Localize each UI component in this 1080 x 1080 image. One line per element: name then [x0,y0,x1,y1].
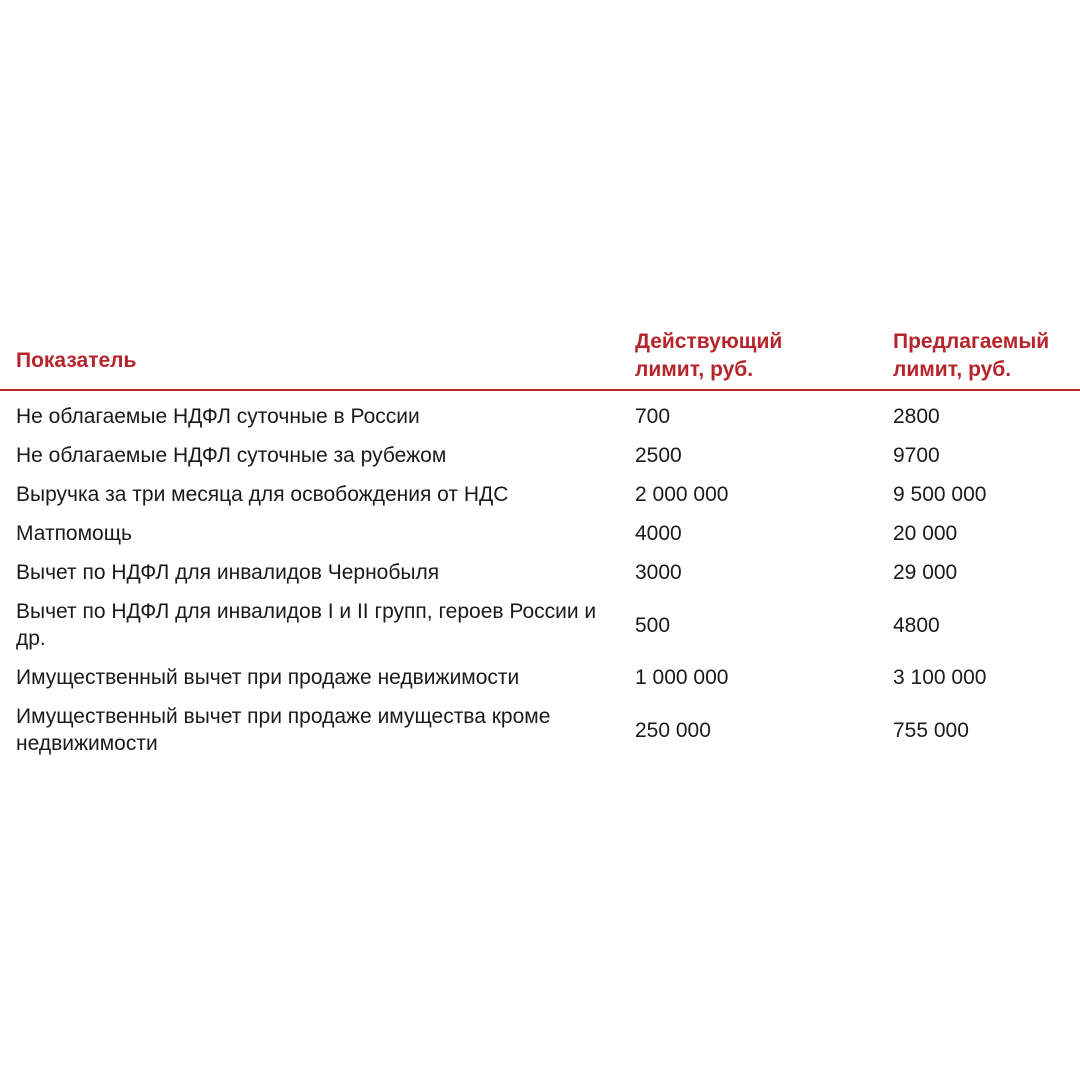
row-proposed-limit: 29 000 [893,561,958,584]
table-row [0,475,1080,514]
table-row [0,514,1080,553]
row-current-limit: 2 000 000 [635,483,729,506]
row-current-limit: 2500 [635,444,682,467]
row-proposed-limit: 3 100 000 [893,666,987,689]
row-current-limit: 3000 [635,561,682,584]
table-row [0,436,1080,475]
header-current-line-1: Действующий [635,330,783,353]
table-row [0,390,1080,436]
row-proposed-limit: 2800 [893,405,940,428]
row-proposed-limit: 4800 [893,613,940,637]
row-proposed-limit: 20 000 [893,522,958,545]
header-current-line-2: лимит, руб. [635,358,754,381]
row-indicator: Не облагаемые НДФЛ суточные за рубежом [16,444,447,467]
row-indicator: Выручка за три месяца для освобождения от НДС [16,483,509,506]
row-indicator: Имущественный вычет при продаже имущества кроме недвижимости [16,705,551,755]
header-proposed-line-1: Предлагаемый [893,330,1050,353]
tax-limits-table-container [0,324,1080,763]
table-row [0,658,1080,697]
row-indicator: Матпомощь [16,522,132,545]
table-row [0,592,1080,658]
row-indicator: Вычет по НДФЛ для инвалидов I и II групп, героев России и др. [16,600,597,650]
row-indicator: Вычет по НДФЛ для инвалидов Чернобыля [16,561,440,584]
row-current-limit: 700 [635,405,671,428]
table-row [0,697,1080,763]
tax-limits-table [0,324,1080,763]
header-proposed-line-2: лимит, руб. [893,358,1012,381]
table-header-row [0,324,1080,390]
header-current-limit [635,324,893,390]
row-proposed-limit: 9 500 000 [893,483,987,506]
row-proposed-limit: 755 000 [893,718,969,742]
row-current-limit: 4000 [635,522,682,545]
header-proposed-limit [893,324,1080,390]
row-indicator: Имущественный вычет при продаже недвижимости [16,666,520,689]
row-current-limit: 250 000 [635,718,711,742]
table-row [0,553,1080,592]
row-current-limit: 500 [635,613,671,637]
row-current-limit: 1 000 000 [635,666,729,689]
row-indicator: Не облагаемые НДФЛ суточные в России [16,405,420,428]
row-proposed-limit: 9700 [893,444,940,467]
header-indicator: Показатель [0,324,635,390]
